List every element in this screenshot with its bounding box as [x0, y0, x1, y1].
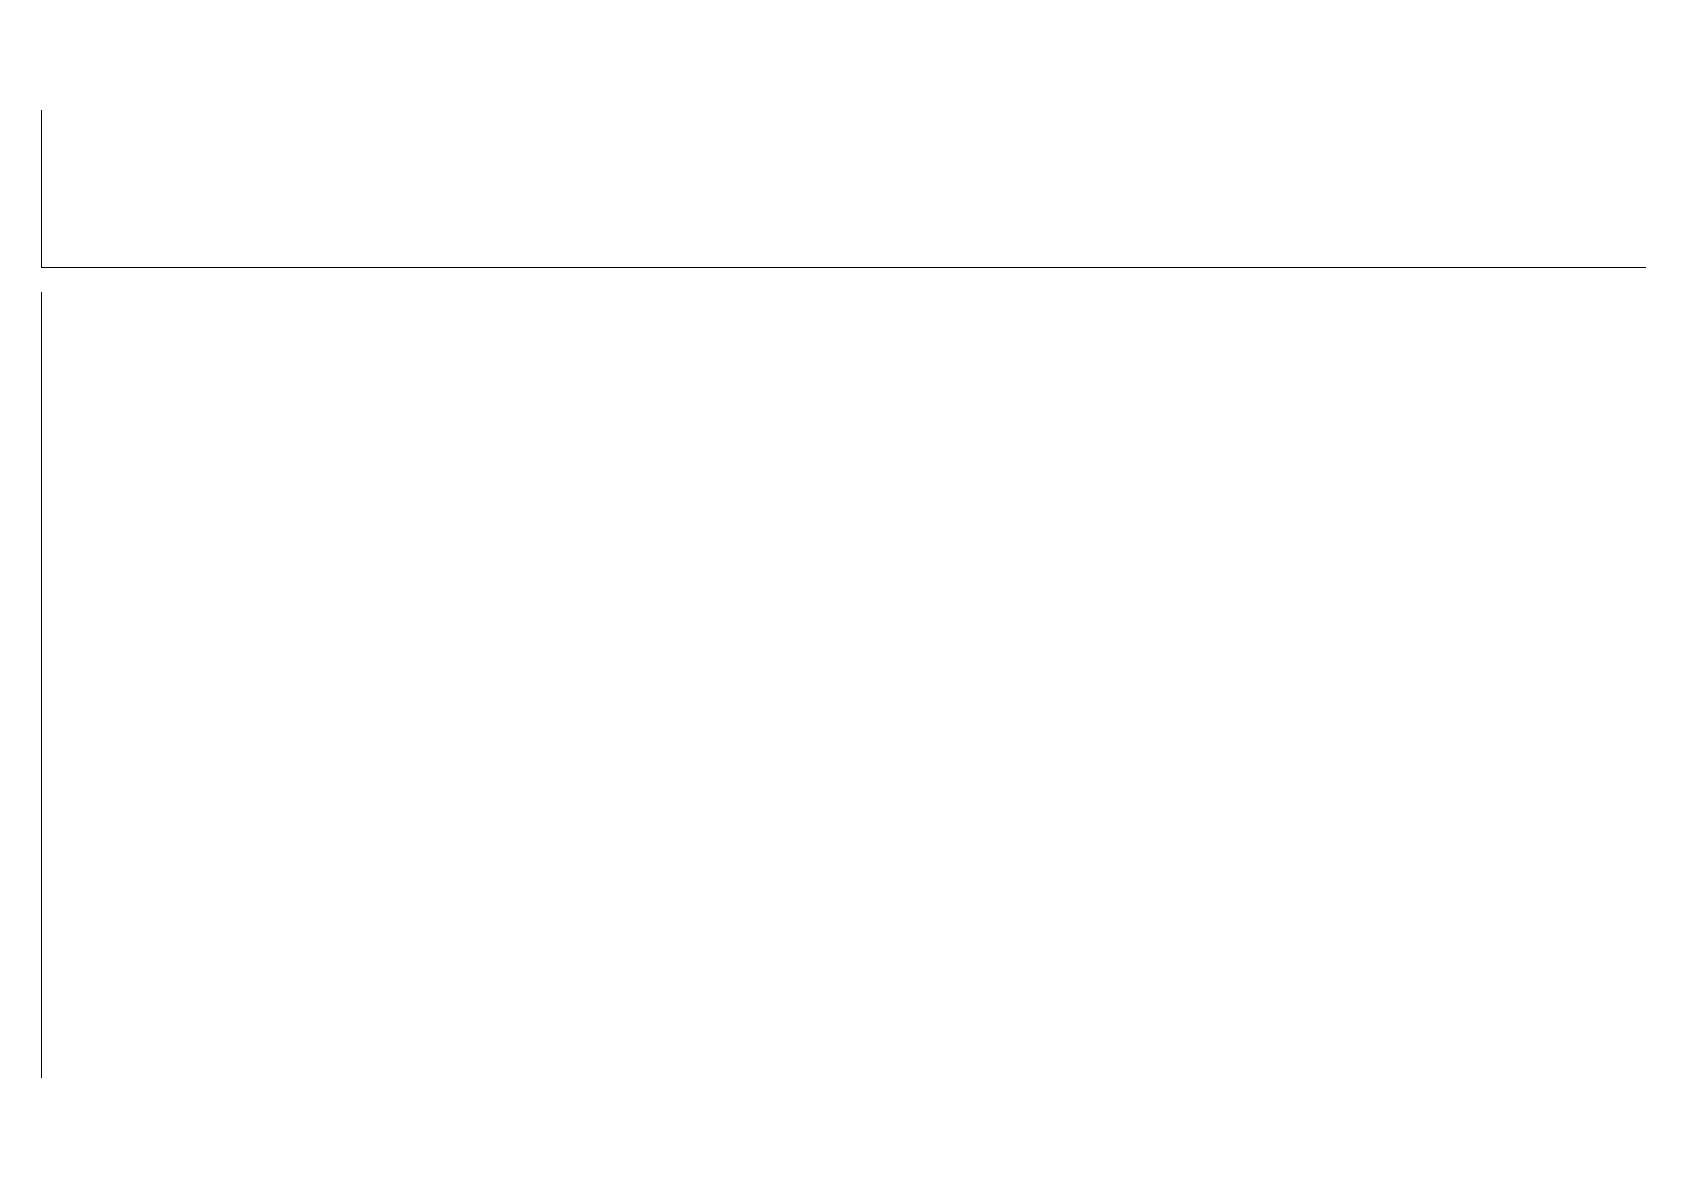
section-rule	[41, 267, 1646, 268]
left-rule-bottom	[41, 292, 42, 1078]
left-rule-top	[41, 110, 42, 268]
